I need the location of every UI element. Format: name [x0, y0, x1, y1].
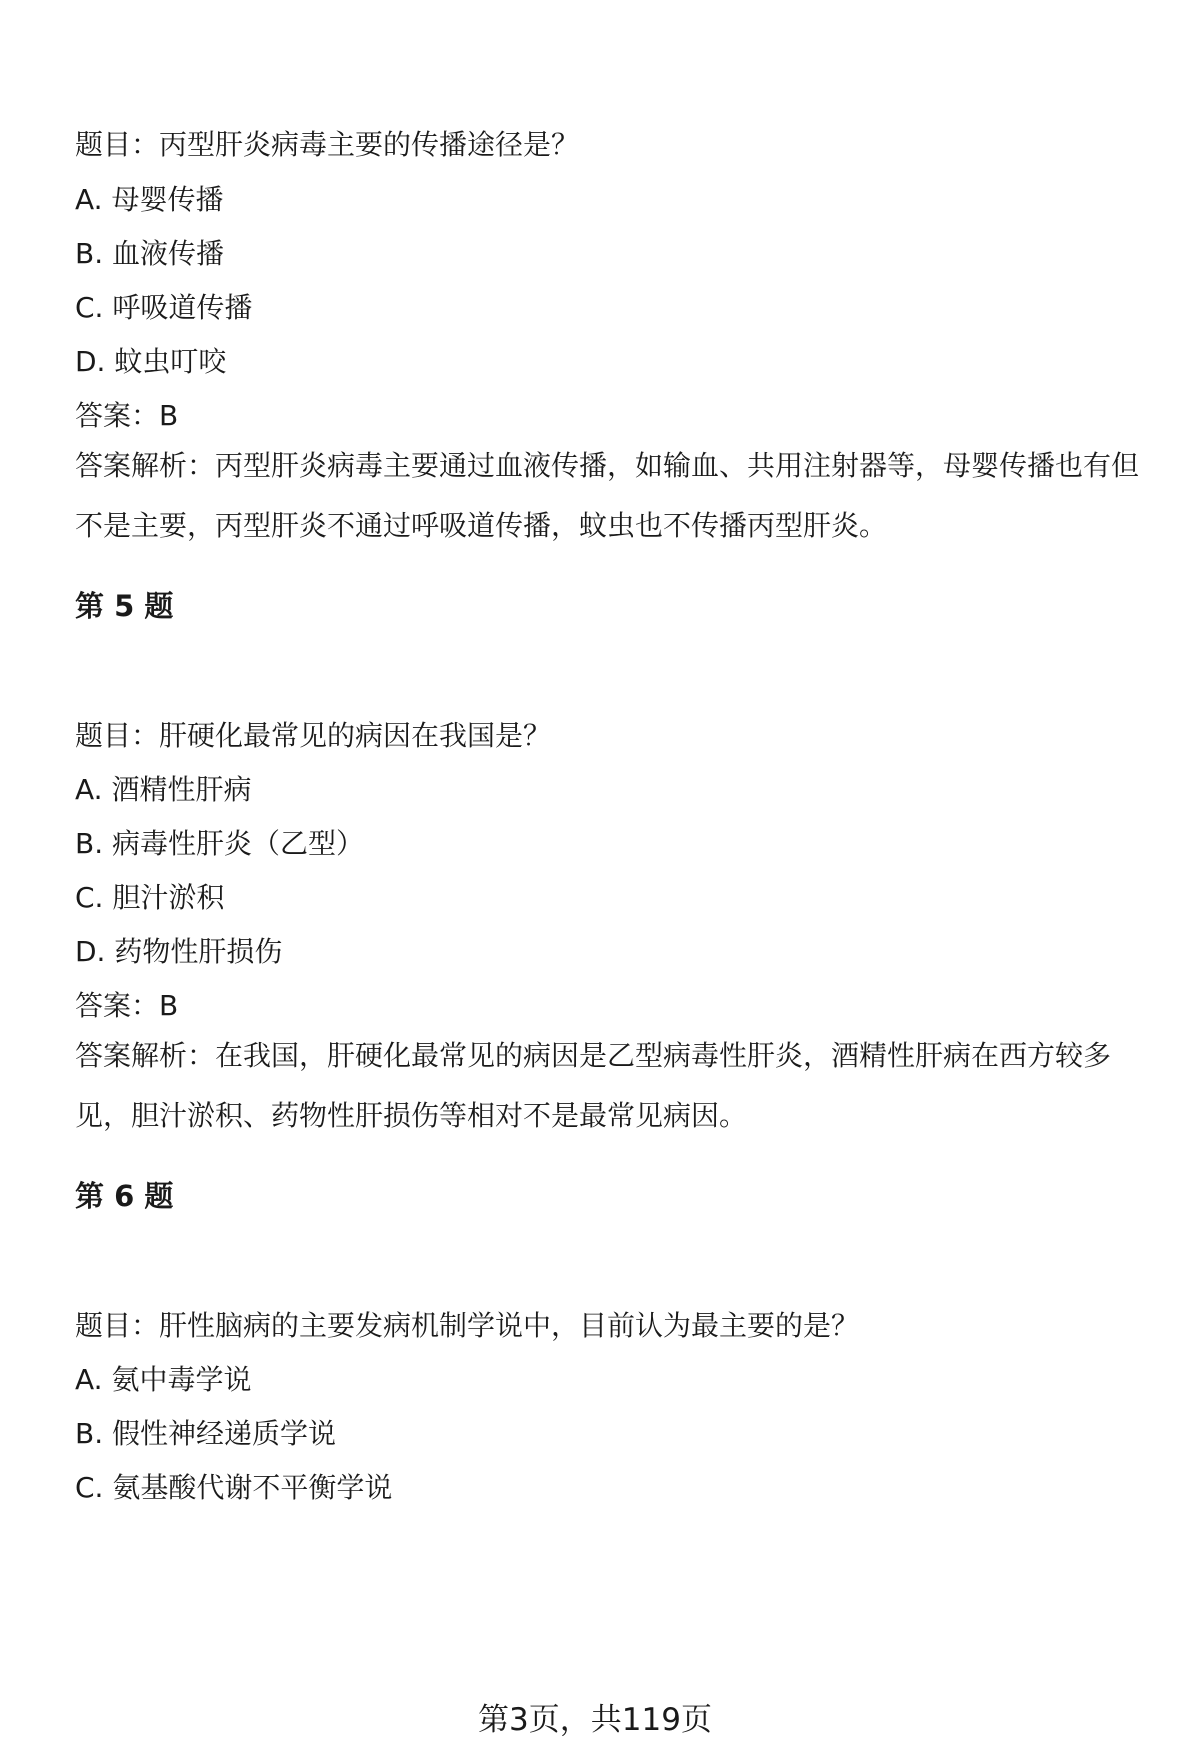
- option-c: C. 氨基酸代谢不平衡学说: [75, 1471, 393, 1504]
- option-a: A. 母婴传播: [75, 183, 224, 216]
- answer-explanation: 答案解析：在我国，肝硬化最常见的病因是乙型病毒性肝炎，酒精性肝病在西方较多见，胆汁淤积、药物性肝损伤等相对不是最常见病因。: [75, 1039, 1112, 1132]
- option-a: A. 氨中毒学说: [75, 1363, 252, 1396]
- option-a: A. 酒精性肝病: [75, 773, 252, 806]
- option-d: D. 药物性肝损伤: [75, 935, 283, 968]
- answer: 答案：B: [75, 399, 179, 432]
- option-b: B. 病毒性肝炎（乙型）: [75, 827, 365, 860]
- answer: 答案：B: [75, 989, 179, 1022]
- question-text: 题目：肝性脑病的主要发病机制学说中，目前认为最主要的是？: [75, 1309, 860, 1342]
- option-b: B. 假性神经递质学说: [75, 1417, 337, 1450]
- option-b: B. 血液传播: [75, 237, 225, 270]
- question-heading: 第 6 题: [75, 1179, 174, 1213]
- option-c: C. 呼吸道传播: [75, 291, 253, 324]
- answer-explanation: 答案解析：丙型肝炎病毒主要通过血液传播，如输血、共用注射器等，母婴传播也有但不是主要，丙型肝炎不通过呼吸道传播，蚊虫也不传播丙型肝炎。: [75, 449, 1140, 542]
- question-text: 题目：肝硬化最常见的病因在我国是？: [75, 719, 552, 752]
- page-number-footer: 第3页，共119页: [478, 1702, 712, 1738]
- option-c: C. 胆汁淤积: [75, 881, 225, 914]
- option-d: D. 蚊虫叮咬: [75, 345, 227, 378]
- question-heading: 第 5 题: [75, 589, 174, 623]
- question-text: 题目：丙型肝炎病毒主要的传播途径是？: [75, 128, 580, 161]
